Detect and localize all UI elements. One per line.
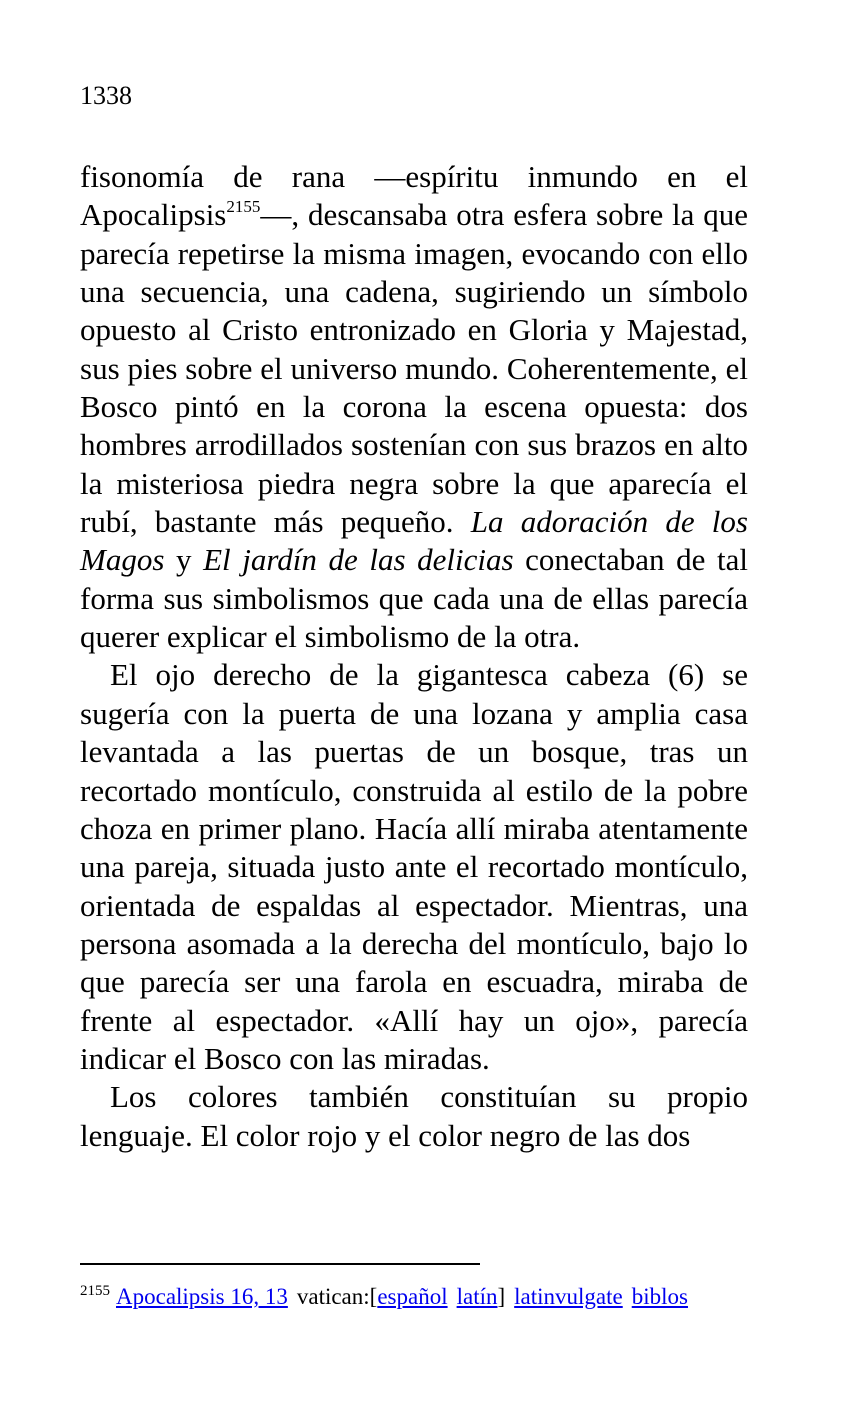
paragraph-2: El ojo derecho de la gigantesca cabeza (6) se sugería con la puerta de una lozana y amplia casa levantada a las puertas de un bosque, tras un recortado montículo, construida al estilo de la pobre choza en primer plano. Hacía allí miraba atentamente una pareja, situada justo ante el recortado montículo, orientada de espaldas al espectador. Mientras, una persona asomada a la derecha del montículo, bajo lo que parecía ser una farola en escuadra, miraba de frente al espectador. «Allí hay un ojo», parecía indicar el Bosco con las miradas. xyxy=(80,657,748,1076)
link-apocalipsis[interactable]: Apocalipsis 16, 13 xyxy=(116,1284,288,1309)
paragraph-1-text-d: conectaban de tal forma sus simbolismos que cada una de ellas parecía querer explicar el simbolismo de la otra. xyxy=(80,542,749,655)
link-biblos[interactable]: biblos xyxy=(631,1284,688,1309)
page-number: 1338 xyxy=(80,81,132,110)
paragraph-1-text-a: fisonomía de rana —espíritu inmundo en el Apocalipsis xyxy=(80,159,748,233)
link-latinvulgate[interactable]: latinvulgate xyxy=(514,1284,623,1309)
footnote-divider xyxy=(80,1263,480,1265)
paragraph-1 xyxy=(80,158,748,656)
paragraph-1-text-c: y xyxy=(164,542,204,578)
footnote-number: 2155 xyxy=(80,1283,110,1299)
footnote xyxy=(80,1282,770,1312)
link-latin[interactable]: latín xyxy=(456,1284,498,1309)
body-text xyxy=(80,158,748,1155)
artwork-title-jardin: El jardín de las delicias xyxy=(203,542,514,578)
vatican-prefix: vatican:[ xyxy=(296,1284,378,1309)
link-espanol[interactable]: español xyxy=(377,1284,448,1309)
artwork-title-adoracion: La adoración de los Magos xyxy=(80,504,748,578)
paragraph-1-text-b: —, descansaba otra esfera sobre la que parecía repetirse la misma imagen, evocando con ello una secuencia, una cadena, sugiriendo un símbolo opuesto al Cristo entronizado en Gloria y Majestad, sus pies sobre el universo mundo. Coherentemente, el Bosco pintó en la corona la escena opuesta: dos hombres arrodillados sostenían con sus brazos en alto la misteriosa piedra negra sobre la que aparecía el rubí, bastante más pequeño. xyxy=(80,197,748,540)
footnote-reference[interactable]: 2155 xyxy=(226,197,261,217)
paragraph-3: Los colores también constituían su propio lenguaje. El color rojo y el color negro de las dos xyxy=(80,1079,748,1153)
bracket-close: ] xyxy=(497,1284,506,1309)
